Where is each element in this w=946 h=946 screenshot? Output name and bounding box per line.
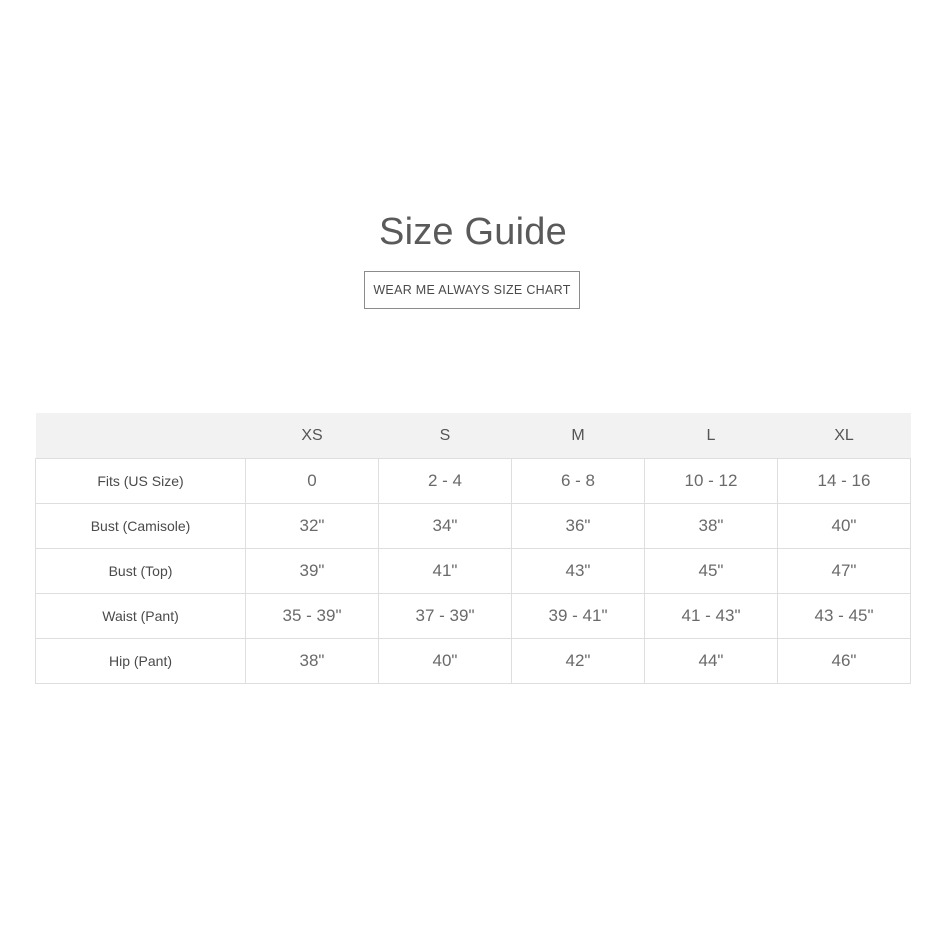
table-cell: 41"	[379, 549, 512, 594]
column-header-xs: XS	[246, 413, 379, 459]
row-label: Fits (US Size)	[36, 459, 246, 504]
table-cell: 40"	[379, 639, 512, 684]
table-cell: 42"	[512, 639, 645, 684]
table-cell: 6 - 8	[512, 459, 645, 504]
row-label: Bust (Top)	[36, 549, 246, 594]
table-cell: 37 - 39"	[379, 594, 512, 639]
table-cell: 39"	[246, 549, 379, 594]
table-header	[36, 413, 911, 459]
table-cell: 14 - 16	[778, 459, 911, 504]
header-corner-cell	[36, 413, 246, 459]
size-table	[35, 413, 911, 684]
column-header-m: M	[512, 413, 645, 459]
row-label: Bust (Camisole)	[36, 504, 246, 549]
table-cell: 40"	[778, 504, 911, 549]
column-header-l: L	[645, 413, 778, 459]
table-row	[36, 594, 911, 639]
page-title: Size Guide	[379, 211, 567, 253]
table-cell: 10 - 12	[645, 459, 778, 504]
table-cell: 43"	[512, 549, 645, 594]
table-body	[36, 459, 911, 684]
table-cell: 32"	[246, 504, 379, 549]
table-cell: 46"	[778, 639, 911, 684]
table-row	[36, 459, 911, 504]
table-row	[36, 504, 911, 549]
column-header-xl: XL	[778, 413, 911, 459]
table-cell: 38"	[645, 504, 778, 549]
table-cell: 34"	[379, 504, 512, 549]
column-header-s: S	[379, 413, 512, 459]
table-cell: 47"	[778, 549, 911, 594]
table-cell: 36"	[512, 504, 645, 549]
table-cell: 41 - 43"	[645, 594, 778, 639]
table-row	[36, 639, 911, 684]
table-cell: 2 - 4	[379, 459, 512, 504]
table-cell: 44"	[645, 639, 778, 684]
size-chart-button[interactable]: WEAR ME ALWAYS SIZE CHART	[364, 271, 580, 309]
table-cell: 43 - 45"	[778, 594, 911, 639]
table-row	[36, 549, 911, 594]
row-label: Hip (Pant)	[36, 639, 246, 684]
table-cell: 0	[246, 459, 379, 504]
header-row	[36, 413, 911, 459]
row-label: Waist (Pant)	[36, 594, 246, 639]
table-cell: 39 - 41"	[512, 594, 645, 639]
table-cell: 38"	[246, 639, 379, 684]
table-cell: 35 - 39"	[246, 594, 379, 639]
table-cell: 45"	[645, 549, 778, 594]
